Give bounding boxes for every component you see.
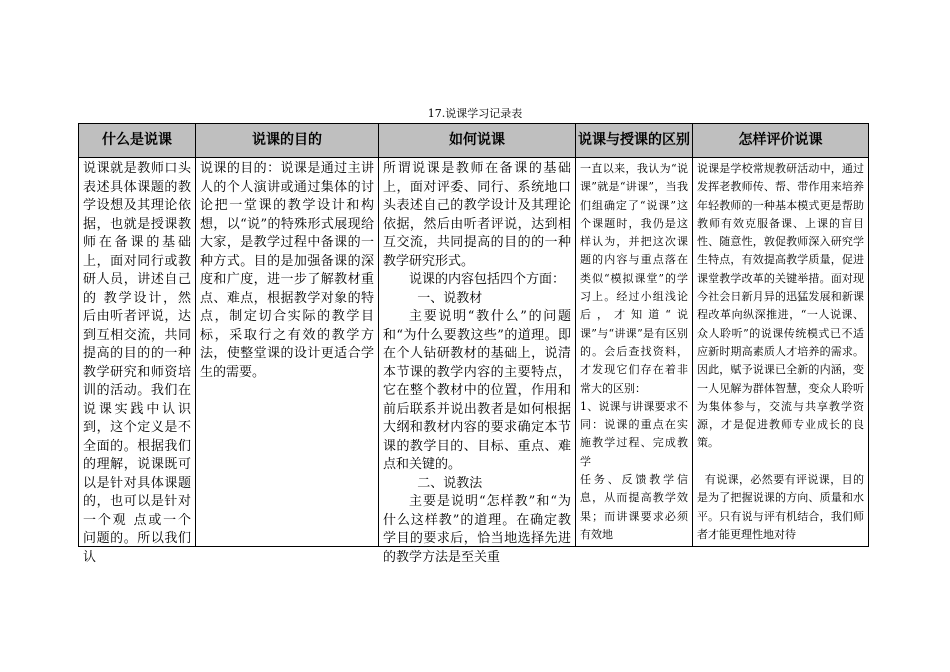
paragraph: 主要说明“教什么”的问题和“为什么要教这些”的道理。即在个人钻研教材的基础上，说清本节课的教学内容的主要特点，它在整个教材中的位置，作用和前后联系并说出教者是如何根据大纲和教材内容的要求确定本节课的教学目的、目标、重点、难点和关键的。 <box>383 309 571 472</box>
cell-purpose <box>196 158 379 547</box>
header-how-to: 如何说课 <box>379 124 576 158</box>
paragraph: 所谓说课是教师在备课的基础上，面对评委、同行、系统地口头表述自己的教学设计及其理论依据，然后由听者评说，达到相互交流，共同提高的目的的一种教学研究形式。 <box>383 161 571 269</box>
paragraph: 有说课，必然要有评说课，目的是为了把握说课的方向、质量和水平。只有说与评有机结合，我们师者才能更理性地对待 <box>697 473 864 541</box>
record-table <box>78 123 869 565</box>
paragraph: 1、说课与讲课要求不同：说课的重点在实施教学过程、完成教学 <box>580 399 688 468</box>
content-row <box>79 158 869 547</box>
header-evaluation: 怎样评价说课 <box>693 124 869 158</box>
cell-how-to <box>379 158 576 565</box>
cell-evaluation <box>693 158 869 547</box>
paragraph: 说课是学校常规教研活动中，通过发挥老教师传、帮、带作用来培养年轻教师的一种基本模式更是帮助教师有效克服备课、上课的盲目性、随意性，敦促教师深入研究学生特点，有效提高教学质量，促进课堂教学改革的关键举措。面对现今社会日新月异的迅猛发展和新课程改革向纵深推进，“一人说课、众人聆听”的说课传统模式已不适应新时期高素质人才培养的需求。因此，赋予说课已全新的内涵，变一人见解为群体智慧，变众人聆听为集体参与，交流与共享教学资源，才是促进教师专业成长的良策。 <box>697 162 864 450</box>
paragraph: 说课就是教师口头表述具体课题的教学设想及其理论依据，也就是授课教师在备课的基础上，面对同行或教研人员，讲述自己的 教学设计，然后由听者评说，达到互相交流，共同提高的目的的一种教学研究和师资培训的活动。我们在说课实践中认识到，这个定义是不全面的。根据我们的理解，说课既可以是针对具体课题的，也可以是针对一个观 点或一个问题的。所以我们认 <box>83 161 191 565</box>
cell-what-is <box>79 158 196 565</box>
section-heading: 二、说教法 <box>409 475 483 491</box>
paragraph: 任务、反馈教学信息，从而提高教学效果；而讲课要求必须有效地 <box>580 473 688 541</box>
paragraph: 一直以来，我认为“说课”就是“讲课”，当我们组确定了“说课”这个课题时，我仍是这样认为，并把这次课题的内容与重点落在类似“模拟课堂”的学习上。经过小组浅论后，才知道“说课”与“讲课”是有区别的。会后查找资料，才发现它们存在着非常大的区别： <box>580 162 688 395</box>
blank-line <box>697 453 864 471</box>
section-heading: 一、说教材 <box>409 290 483 306</box>
document-title: 17.说课学习记录表 <box>427 107 523 120</box>
header-purpose: 说课的目的 <box>196 124 379 158</box>
header-difference: 说课与授课的区别 <box>576 124 693 158</box>
paragraph: 主要是说明“怎样教”和“为什么这样教”的道理。在确定教学目的要求后，恰当地选择先进的教学方法是至关重 <box>383 494 571 565</box>
paragraph: 说课的内容包括四个方面： <box>409 272 566 287</box>
header-what-is-lesson-talk: 什么是说课 <box>79 124 196 158</box>
cell-difference <box>576 158 693 547</box>
paragraph: 说课的目的：说课是通过主讲人的个人演讲或通过集体的讨论把一堂课的教学设计和构想，以“说”的特殊形式展现给大家，是教学过程中备课的一种方式。目的是加强备课的深度和广度，进一步了解教材重点、难点，根据教学对象的特点，制定切合实际的教学目标，采取行之有效的教学方法，使整堂课的设计更适合学生的需要。 <box>200 161 374 380</box>
header-row <box>79 124 869 158</box>
